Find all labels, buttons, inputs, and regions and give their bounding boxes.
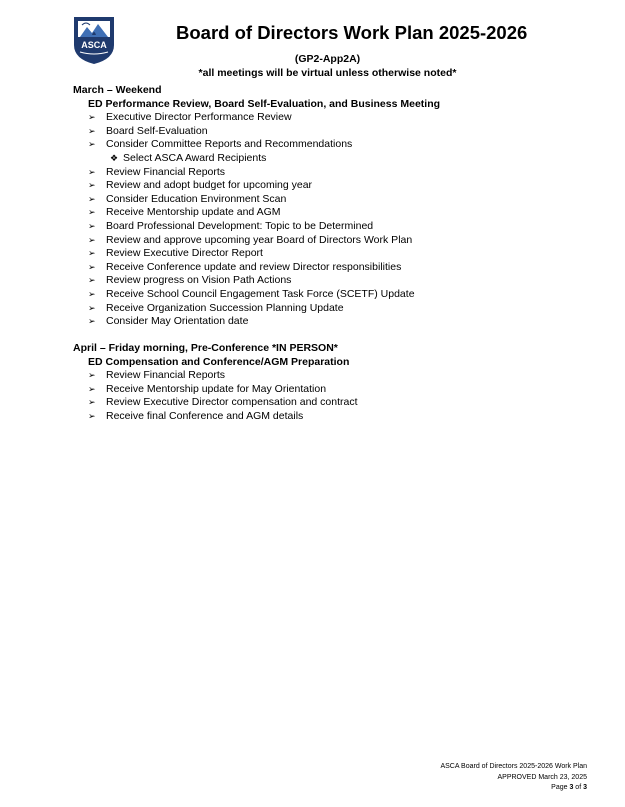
agenda-item xyxy=(73,247,593,261)
arrow-bullet-icon: ➢ xyxy=(88,383,96,394)
agenda-item xyxy=(73,138,593,152)
arrow-bullet-icon: ➢ xyxy=(88,125,96,136)
agenda-item xyxy=(73,193,593,207)
agenda-item-text: Review progress on Vision Path Actions xyxy=(106,274,292,287)
arrow-bullet-icon: ➢ xyxy=(88,316,96,327)
diamond-bullet-icon: ❖ xyxy=(110,152,119,163)
agenda-item-text: Review Executive Director Report xyxy=(106,247,263,260)
arrow-bullet-icon: ➢ xyxy=(88,207,96,218)
agenda-subitem xyxy=(73,152,593,166)
agenda-item-text: Consider Committee Reports and Recommendations xyxy=(106,138,353,151)
agenda-item xyxy=(73,206,593,220)
footer-doc-title: ASCA Board of Directors 2025-2026 Work Plan xyxy=(440,763,587,770)
meetings-note: *all meetings will be virtual unless otherwise noted* xyxy=(198,67,457,79)
agenda-item-text: Executive Director Performance Review xyxy=(106,111,292,124)
agenda-item-text: Review Financial Reports xyxy=(106,165,226,178)
agenda-item-text: Receive Organization Succession Planning Update xyxy=(106,301,344,314)
agenda-item-text: Receive School Council Engagement Task Force (SCETF) Update xyxy=(106,287,415,300)
arrow-bullet-icon: ➢ xyxy=(88,288,96,299)
agenda-item-text: Board Professional Development: Topic to be Determined xyxy=(106,219,374,232)
section-subheading: ED Compensation and Conference/AGM Preparation xyxy=(88,355,350,368)
agenda-item-text: Review and approve upcoming year Board of Directors Work Plan xyxy=(106,233,413,246)
arrow-bullet-icon: ➢ xyxy=(88,220,96,231)
agenda-item-text: Consider Education Environment Scan xyxy=(106,192,287,205)
agenda-item-text: Receive Mentorship update for May Orientation xyxy=(106,382,327,395)
agenda-item-text: Receive Conference update and review Director responsibilities xyxy=(106,260,402,273)
agenda-item xyxy=(73,234,593,248)
agenda-item xyxy=(73,315,593,329)
agenda-item xyxy=(73,288,593,302)
agenda-item-text: Review and adopt budget for upcoming year xyxy=(106,179,313,192)
section-march xyxy=(73,84,593,329)
arrow-bullet-icon: ➢ xyxy=(88,139,96,150)
section-heading: April – Friday morning, Pre-Conference *IN PERSON* xyxy=(73,342,338,354)
section-april xyxy=(73,342,593,424)
agenda-item xyxy=(73,179,593,193)
agenda-item xyxy=(73,302,593,316)
agenda-item xyxy=(73,369,593,383)
document-code: (GP2-App2A) xyxy=(294,53,361,65)
agenda-item xyxy=(73,383,593,397)
agenda-item xyxy=(73,166,593,180)
agenda-item-text: Receive final Conference and AGM details xyxy=(106,409,304,422)
agenda-item xyxy=(73,125,593,139)
arrow-bullet-icon: ➢ xyxy=(88,234,96,245)
arrow-bullet-icon: ➢ xyxy=(88,275,96,286)
agenda-item xyxy=(73,274,593,288)
page-footer xyxy=(440,762,587,794)
agenda-item-text: Consider May Orientation date xyxy=(106,315,249,328)
agenda-item xyxy=(73,410,593,424)
logo-text: ASCA xyxy=(81,40,107,50)
arrow-bullet-icon: ➢ xyxy=(88,370,96,381)
arrow-bullet-icon: ➢ xyxy=(88,261,96,272)
arrow-bullet-icon: ➢ xyxy=(88,397,96,408)
agenda-item-text: Select ASCA Award Recipients xyxy=(123,151,267,164)
arrow-bullet-icon: ➢ xyxy=(88,302,96,313)
arrow-bullet-icon: ➢ xyxy=(88,193,96,204)
agenda-item xyxy=(73,220,593,234)
agenda-item xyxy=(73,261,593,275)
agenda-item-text: Review Executive Director compensation and contract xyxy=(106,396,358,409)
arrow-bullet-icon: ➢ xyxy=(88,248,96,259)
section-subheading: ED Performance Review, Board Self-Evaluation, and Business Meeting xyxy=(88,97,441,110)
agenda-item xyxy=(73,111,593,125)
arrow-bullet-icon: ➢ xyxy=(88,166,96,177)
section-heading: March – Weekend xyxy=(73,84,162,96)
agenda-item-text: Receive Mentorship update and AGM xyxy=(106,206,281,219)
footer-approved: APPROVED March 23, 2025 xyxy=(497,773,587,781)
arrow-bullet-icon: ➢ xyxy=(88,112,96,123)
agenda-item-text: Board Self-Evaluation xyxy=(106,124,208,137)
agenda-list xyxy=(73,111,593,329)
agenda-item xyxy=(73,396,593,410)
arrow-bullet-icon: ➢ xyxy=(88,180,96,191)
agenda-item-text: Review Financial Reports xyxy=(106,369,226,382)
arrow-bullet-icon: ➢ xyxy=(88,410,96,421)
footer-page-number: Page 3 of 3 xyxy=(551,784,587,791)
page-title: Board of Directors Work Plan 2025-2026 xyxy=(176,22,528,43)
agenda-list xyxy=(73,369,593,423)
